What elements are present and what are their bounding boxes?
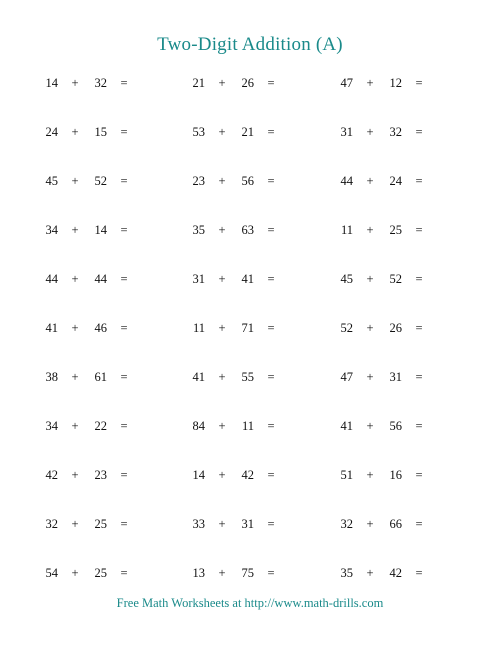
plus-sign: + [366,272,374,286]
addend-second: 66 [389,517,402,531]
equals-sign: = [415,517,423,531]
addition-problem [337,516,467,532]
equals-sign: = [415,174,423,188]
addend-second: 42 [389,566,402,580]
equals-sign: = [267,76,275,90]
addition-problem [337,124,467,140]
addition-problem [42,271,172,287]
plus-sign: + [71,468,79,482]
addition-problem [42,565,172,581]
addition-problem [337,369,467,385]
addend-first: 84 [192,419,205,433]
addend-first: 21 [192,76,205,90]
equals-sign: = [415,125,423,139]
equals-sign: = [415,272,423,286]
addend-first: 31 [340,125,353,139]
plus-sign: + [71,566,79,580]
equals-sign: = [120,125,128,139]
equals-sign: = [267,517,275,531]
addition-problem [337,222,467,238]
plus-sign: + [366,174,374,188]
equals-sign: = [267,272,275,286]
plus-sign: + [218,272,226,286]
plus-sign: + [71,272,79,286]
addend-first: 14 [45,76,58,90]
addend-second: 56 [241,174,254,188]
addend-second: 23 [94,468,107,482]
equals-sign: = [415,468,423,482]
plus-sign: + [71,223,79,237]
equals-sign: = [120,174,128,188]
addition-problem [337,173,467,189]
plus-sign: + [71,125,79,139]
plus-sign: + [71,321,79,335]
addend-second: 12 [389,76,402,90]
addend-second: 32 [94,76,107,90]
equals-sign: = [267,419,275,433]
plus-sign: + [218,419,226,433]
addend-first: 51 [340,468,353,482]
problem-row [0,369,500,385]
plus-sign: + [366,370,374,384]
plus-sign: + [366,223,374,237]
plus-sign: + [366,125,374,139]
addend-second: 46 [94,321,107,335]
plus-sign: + [366,321,374,335]
addition-problem [189,565,319,581]
addition-problem [337,418,467,434]
addition-problem [189,418,319,434]
equals-sign: = [120,517,128,531]
equals-sign: = [415,419,423,433]
equals-sign: = [120,321,128,335]
footer-link[interactable]: Free Math Worksheets at http://www.math-drills.com [116,596,384,610]
plus-sign: + [366,517,374,531]
addition-problem [337,467,467,483]
addition-problem [189,75,319,91]
addend-first: 41 [340,419,353,433]
addend-second: 22 [94,419,107,433]
addend-second: 25 [94,517,107,531]
addend-second: 55 [241,370,254,384]
plus-sign: + [218,223,226,237]
equals-sign: = [267,321,275,335]
addend-first: 45 [45,174,58,188]
addend-first: 44 [45,272,58,286]
problem-row [0,467,500,483]
addition-problem [42,75,172,91]
addend-second: 31 [241,517,254,531]
addend-first: 54 [45,566,58,580]
addend-first: 24 [45,125,58,139]
equals-sign: = [415,370,423,384]
plus-sign: + [218,370,226,384]
addition-problem [337,320,467,336]
equals-sign: = [120,370,128,384]
addend-first: 52 [340,321,353,335]
plus-sign: + [218,125,226,139]
equals-sign: = [120,223,128,237]
addition-problem [42,222,172,238]
addend-second: 25 [94,566,107,580]
addend-first: 33 [192,517,205,531]
equals-sign: = [120,468,128,482]
problem-row [0,124,500,140]
addend-first: 41 [192,370,205,384]
equals-sign: = [415,223,423,237]
addend-second: 52 [389,272,402,286]
plus-sign: + [71,517,79,531]
addend-first: 32 [340,517,353,531]
addend-first: 11 [340,223,353,237]
equals-sign: = [120,76,128,90]
addend-second: 11 [241,419,254,433]
addend-second: 32 [389,125,402,139]
addition-problem [189,467,319,483]
equals-sign: = [415,566,423,580]
problem-row [0,75,500,91]
plus-sign: + [218,321,226,335]
addend-first: 32 [45,517,58,531]
addend-second: 24 [389,174,402,188]
plus-sign: + [218,76,226,90]
addition-problem [189,173,319,189]
addend-first: 47 [340,370,353,384]
plus-sign: + [366,76,374,90]
problem-row [0,271,500,287]
addend-second: 61 [94,370,107,384]
plus-sign: + [71,419,79,433]
addition-problem [337,565,467,581]
addition-problem [189,271,319,287]
equals-sign: = [267,370,275,384]
problem-row [0,516,500,532]
addend-first: 34 [45,419,58,433]
problem-row [0,320,500,336]
addend-second: 31 [389,370,402,384]
equals-sign: = [267,125,275,139]
addend-first: 34 [45,223,58,237]
addend-first: 45 [340,272,353,286]
addend-first: 13 [192,566,205,580]
addition-problem [42,418,172,434]
addition-problem [42,369,172,385]
addition-problem [42,516,172,532]
addend-second: 56 [389,419,402,433]
addend-second: 52 [94,174,107,188]
addend-first: 44 [340,174,353,188]
addition-problem [189,369,319,385]
addition-problem [189,320,319,336]
addend-first: 35 [340,566,353,580]
addend-second: 41 [241,272,254,286]
addend-second: 14 [94,223,107,237]
plus-sign: + [71,174,79,188]
addend-second: 44 [94,272,107,286]
addend-second: 71 [241,321,254,335]
addend-second: 26 [389,321,402,335]
addend-second: 42 [241,468,254,482]
equals-sign: = [120,419,128,433]
plus-sign: + [366,468,374,482]
addend-first: 38 [45,370,58,384]
equals-sign: = [267,223,275,237]
addition-problem [189,222,319,238]
addition-problem [42,124,172,140]
addend-second: 26 [241,76,254,90]
addend-first: 47 [340,76,353,90]
addend-first: 41 [45,321,58,335]
equals-sign: = [120,272,128,286]
problem-row [0,418,500,434]
addend-first: 42 [45,468,58,482]
plus-sign: + [218,174,226,188]
addition-problem [189,124,319,140]
plus-sign: + [218,517,226,531]
plus-sign: + [71,370,79,384]
worksheet-title: Two-Digit Addition (A) [157,34,343,55]
addition-problem [42,320,172,336]
addend-first: 11 [192,321,205,335]
equals-sign: = [267,174,275,188]
problem-row [0,565,500,581]
plus-sign: + [366,419,374,433]
equals-sign: = [120,566,128,580]
addend-first: 31 [192,272,205,286]
addend-first: 35 [192,223,205,237]
equals-sign: = [267,468,275,482]
addend-first: 23 [192,174,205,188]
addition-problem [42,467,172,483]
addend-second: 15 [94,125,107,139]
plus-sign: + [71,76,79,90]
addition-problem [42,173,172,189]
addend-second: 75 [241,566,254,580]
plus-sign: + [366,566,374,580]
plus-sign: + [218,566,226,580]
addend-second: 25 [389,223,402,237]
equals-sign: = [415,76,423,90]
addend-first: 14 [192,468,205,482]
addend-second: 16 [389,468,402,482]
problem-row [0,173,500,189]
plus-sign: + [218,468,226,482]
equals-sign: = [267,566,275,580]
addition-problem [337,271,467,287]
problem-row [0,222,500,238]
addend-second: 63 [241,223,254,237]
addition-problem [189,516,319,532]
equals-sign: = [415,321,423,335]
addend-first: 53 [192,125,205,139]
addition-problem [337,75,467,91]
addend-second: 21 [241,125,254,139]
